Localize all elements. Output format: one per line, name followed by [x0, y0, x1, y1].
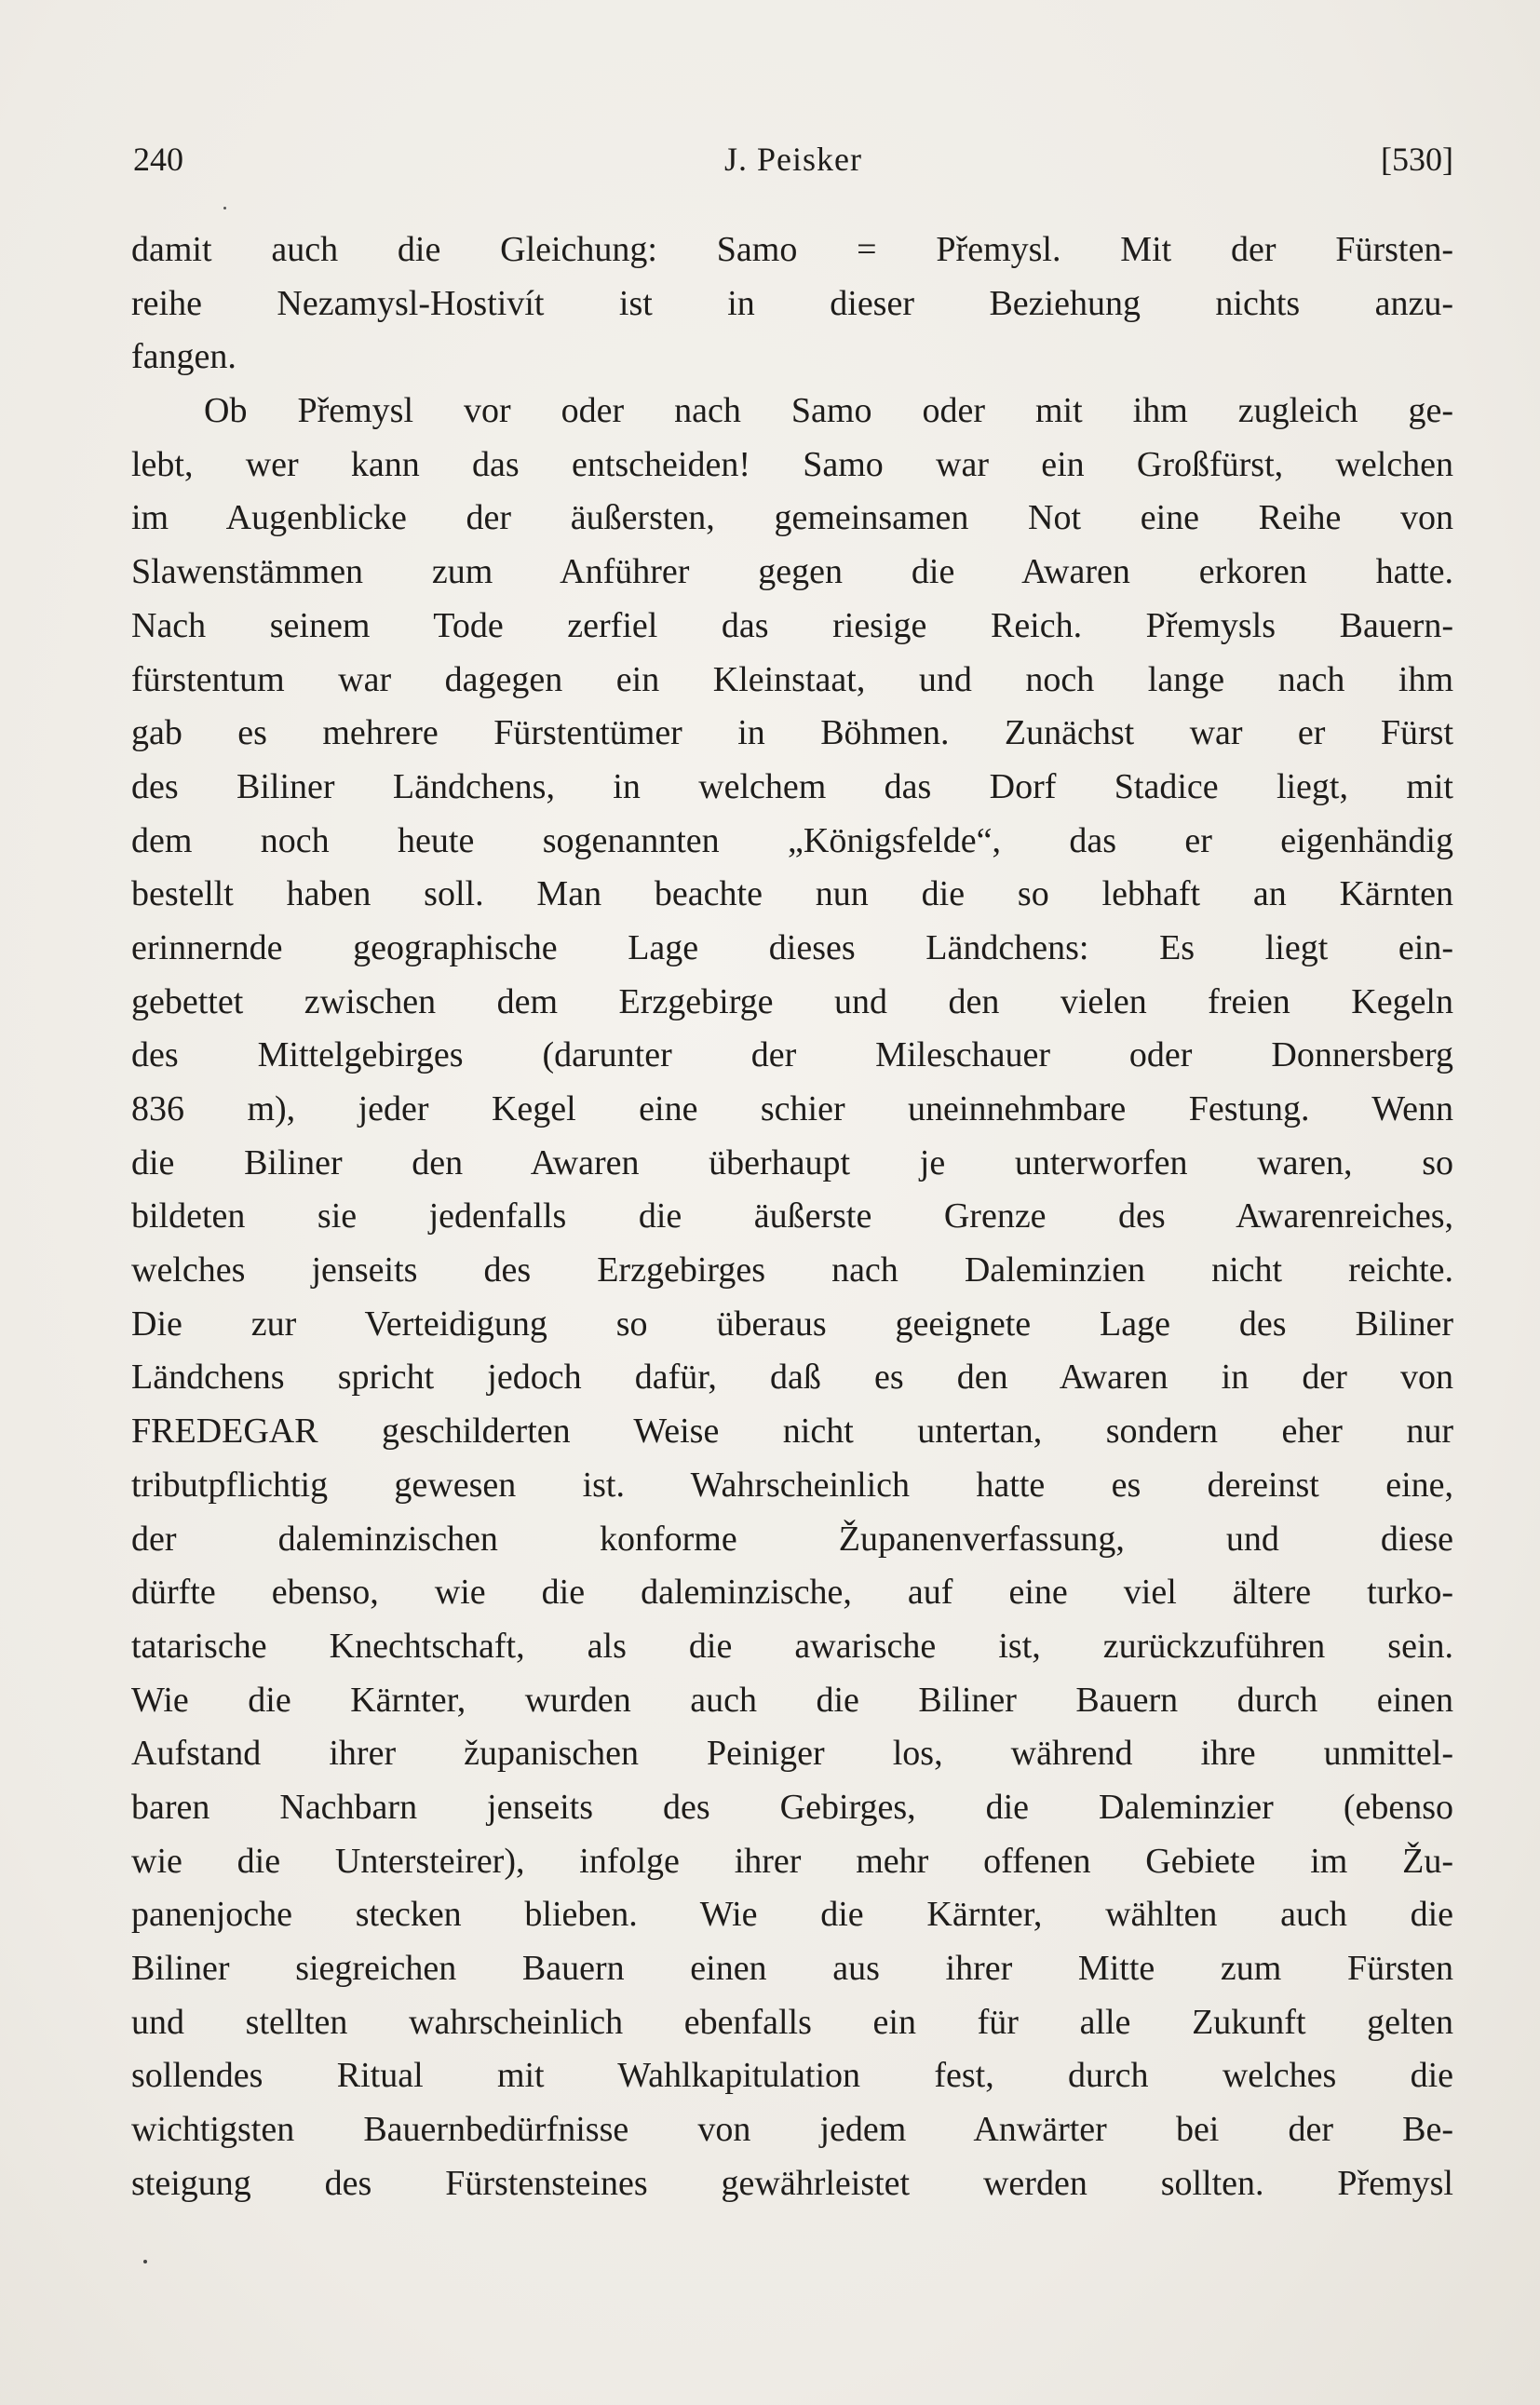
- text-line: fangen.: [131, 337, 236, 377]
- text-line: baren Nachbarn jenseits des Gebirges, die Daleminzier (ebenso: [131, 1787, 1453, 1827]
- text-line: lebt, wer kann das entscheiden! Samo war ein Großfürst, welchen: [131, 444, 1453, 484]
- text-line: Ob Přemysl vor oder nach Samo oder mit ihm zugleich ge-: [204, 391, 1453, 431]
- text-line: gebettet zwischen dem Erzgebirge und den vielen freien Kegeln: [131, 981, 1453, 1021]
- text-line: Nach seinem Tode zerfiel das riesige Reich. Přemysls Bauern-: [131, 605, 1453, 645]
- text-line: Slawenstämmen zum Anführer gegen die Awaren erkoren hatte.: [131, 552, 1453, 592]
- text-line: dürfte ebenso, wie die daleminzische, auf eine viel ältere turko-: [131, 1573, 1453, 1613]
- text-line: Ländchens spricht jedoch dafür, daß es den Awaren in der von: [131, 1358, 1453, 1398]
- text-line: des Biliner Ländchens, in welchem das Dorf Stadice liegt, mit: [131, 766, 1453, 806]
- text-line: erinnernde geographische Lage dieses Ländchens: Es liegt ein-: [131, 927, 1453, 967]
- text-line: fürstentum war dagegen ein Kleinstaat, und noch lange nach ihm: [131, 659, 1453, 699]
- body-text: [131, 223, 1453, 2210]
- text-line: und stellten wahrscheinlich ebenfalls ein für alle Zukunft gelten: [131, 2002, 1453, 2042]
- text-line: Die zur Verteidigung so überaus geeignete Lage des Biliner: [131, 1304, 1453, 1344]
- text-line: reihe Nezamysl-Hostivít ist in dieser Beziehung nichts anzu-: [131, 283, 1453, 323]
- text-line: panenjoche stecken blieben. Wie die Kärnter, wählten auch die: [131, 1895, 1453, 1935]
- text-line: bildeten sie jedenfalls die äußerste Grenze des Awarenreiches,: [131, 1196, 1453, 1236]
- text-line: der daleminzischen konforme Županenverfassung, und diese: [131, 1519, 1453, 1559]
- text-line: welches jenseits des Erzgebirges nach Daleminzien nicht reichte.: [131, 1250, 1453, 1290]
- text-line: Wie die Kärnter, wurden auch die Biliner Bauern durch einen: [131, 1680, 1453, 1720]
- page-header: [133, 140, 1453, 196]
- text-line: bestellt haben soll. Man beachte nun die so lebhaft an Kärnten: [131, 874, 1453, 914]
- text-line: Aufstand ihrer županischen Peiniger los, während ihre unmittel-: [131, 1734, 1453, 1774]
- text-line: FREDEGAR geschilderten Weise nicht untertan, sondern eher nur: [131, 1412, 1453, 1452]
- text-line: wichtigsten Bauernbedürfnisse von jedem Anwärter bei der Be-: [131, 2110, 1453, 2150]
- text-line: die Biliner den Awaren überhaupt je unterworfen waren, so: [131, 1142, 1453, 1182]
- text-line: im Augenblicke der äußersten, gemeinsamen Not eine Reihe von: [131, 498, 1453, 538]
- text-line: tributpflichtig gewesen ist. Wahrscheinlich hatte es dereinst eine,: [131, 1465, 1453, 1505]
- text-line: 836 m), jeder Kegel eine schier uneinnehmbare Festung. Wenn: [131, 1089, 1453, 1128]
- text-line: damit auch die Gleichung: Samo = Přemysl. Mit der Fürsten-: [131, 230, 1453, 269]
- text-line: des Mittelgebirges (darunter der Mileschauer oder Donnersberg: [131, 1035, 1453, 1075]
- print-speck: [223, 207, 226, 209]
- text-line: steigung des Fürstensteines gewährleistet werden sollten. Přemysl: [131, 2163, 1453, 2203]
- running-head: J. Peisker: [724, 141, 862, 178]
- text-line: tatarische Knechtschaft, als die awarische ist, zurückzuführen sein.: [131, 1626, 1453, 1666]
- text-line: sollendes Ritual mit Wahlkapitulation fest, durch welches die: [131, 2056, 1453, 2096]
- original-page-reference: [530]: [1381, 141, 1453, 178]
- text-line: Biliner siegreichen Bauern einen aus ihrer Mitte zum Fürsten: [131, 1949, 1453, 1988]
- text-line: dem noch heute sogenannten „Königsfelde“, das er eigenhändig: [131, 820, 1453, 860]
- print-speck: [143, 2260, 147, 2263]
- page-number: 240: [133, 141, 183, 178]
- text-line: wie die Untersteirer), infolge ihrer mehr offenen Gebiete im Žu-: [131, 1841, 1453, 1881]
- text-line: gab es mehrere Fürstentümer in Böhmen. Zunächst war er Fürst: [131, 713, 1453, 753]
